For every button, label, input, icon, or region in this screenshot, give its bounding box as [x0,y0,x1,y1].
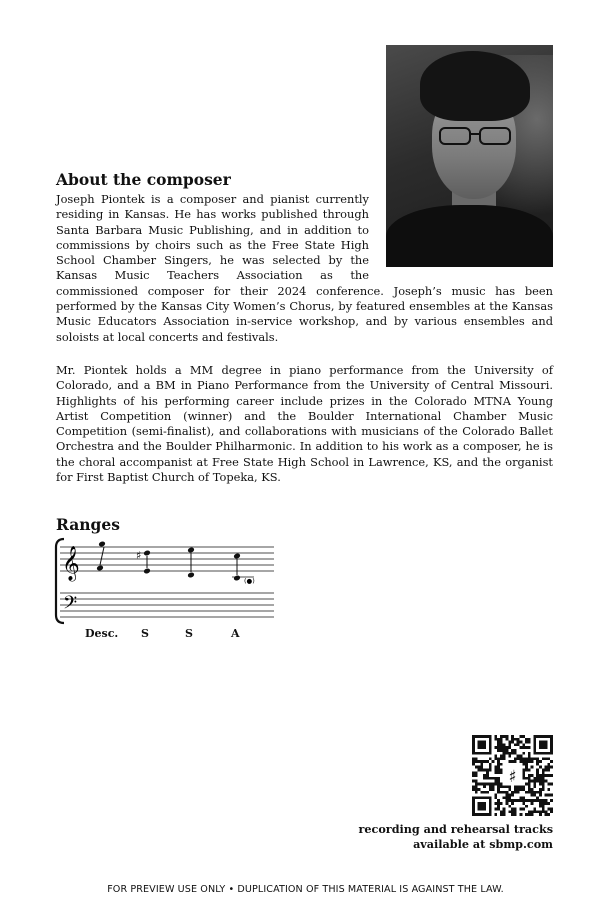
preview-footer: FOR PREVIEW USE ONLY • DUPLICATION OF THIS MATERIAL IS AGAINST THE LAW. [107,884,504,895]
treble-staff [60,547,274,571]
bio-paragraph-2: Mr. Piontek holds a MM degree in piano performance from the University of Colorado, and a BM in Piano Performance from the University of Central Missouri. Highlights of his performing career include prizes in the Colorado MTNA Young Artist Competition (winner) and the Boulder International Chamber Music Competition (semi-finalist), and collaborations with musicians of the Colorado Ballet Orchestra and the Boulder Philharmonic. In addition to his work as a composer, he is the choral accompanist at Free State High School in Lawrence, KS, and the organist for First Baptist Church of Topeka, KS. [56,363,553,485]
recording-line-1: recording and rehearsal tracks [358,822,553,836]
svg-text:♯: ♯ [508,765,517,786]
range-desc-notes [96,541,106,572]
range-s2-notes [187,547,195,579]
bass-staff [60,593,274,617]
treble-clef-icon: 𝄞 [62,546,80,581]
glasses-icon [438,125,512,147]
recording-note [359,822,553,852]
range-label-a: A [231,627,240,640]
bass-clef-icon: 𝄢 [63,593,78,618]
ranges-heading: Ranges [56,515,120,534]
svg-text:♯: ♯ [136,549,142,562]
range-label-s1: S [141,627,149,640]
optional-note-mark: (●) [244,577,255,585]
qr-code-icon [472,735,553,816]
about-heading: About the composer [56,170,231,189]
range-label-desc: Desc. [85,627,119,640]
bio-paragraph-1: Joseph Piontek is a composer and pianist currently residing in Kansas. He has works published through Santa Barbara Music Publishing, and in addition to commissions by choirs such as the Free State High School Chamber Singers, he was selected by the Kansas Music Teachers Association as the commissioned composer for their 2024 conference. Joseph’s music has been performed by the Kansas City Women’s Chorus, by featured ensembles at the Kansas Music Educators Association in-service workshop, and by various ensembles and soloists at local concerts and festivals. [56,192,553,344]
ranges-staff [54,535,279,643]
range-label-s2: S [185,627,193,640]
recording-line-2: available at sbmp.com [413,837,553,851]
range-a-notes [232,553,255,585]
